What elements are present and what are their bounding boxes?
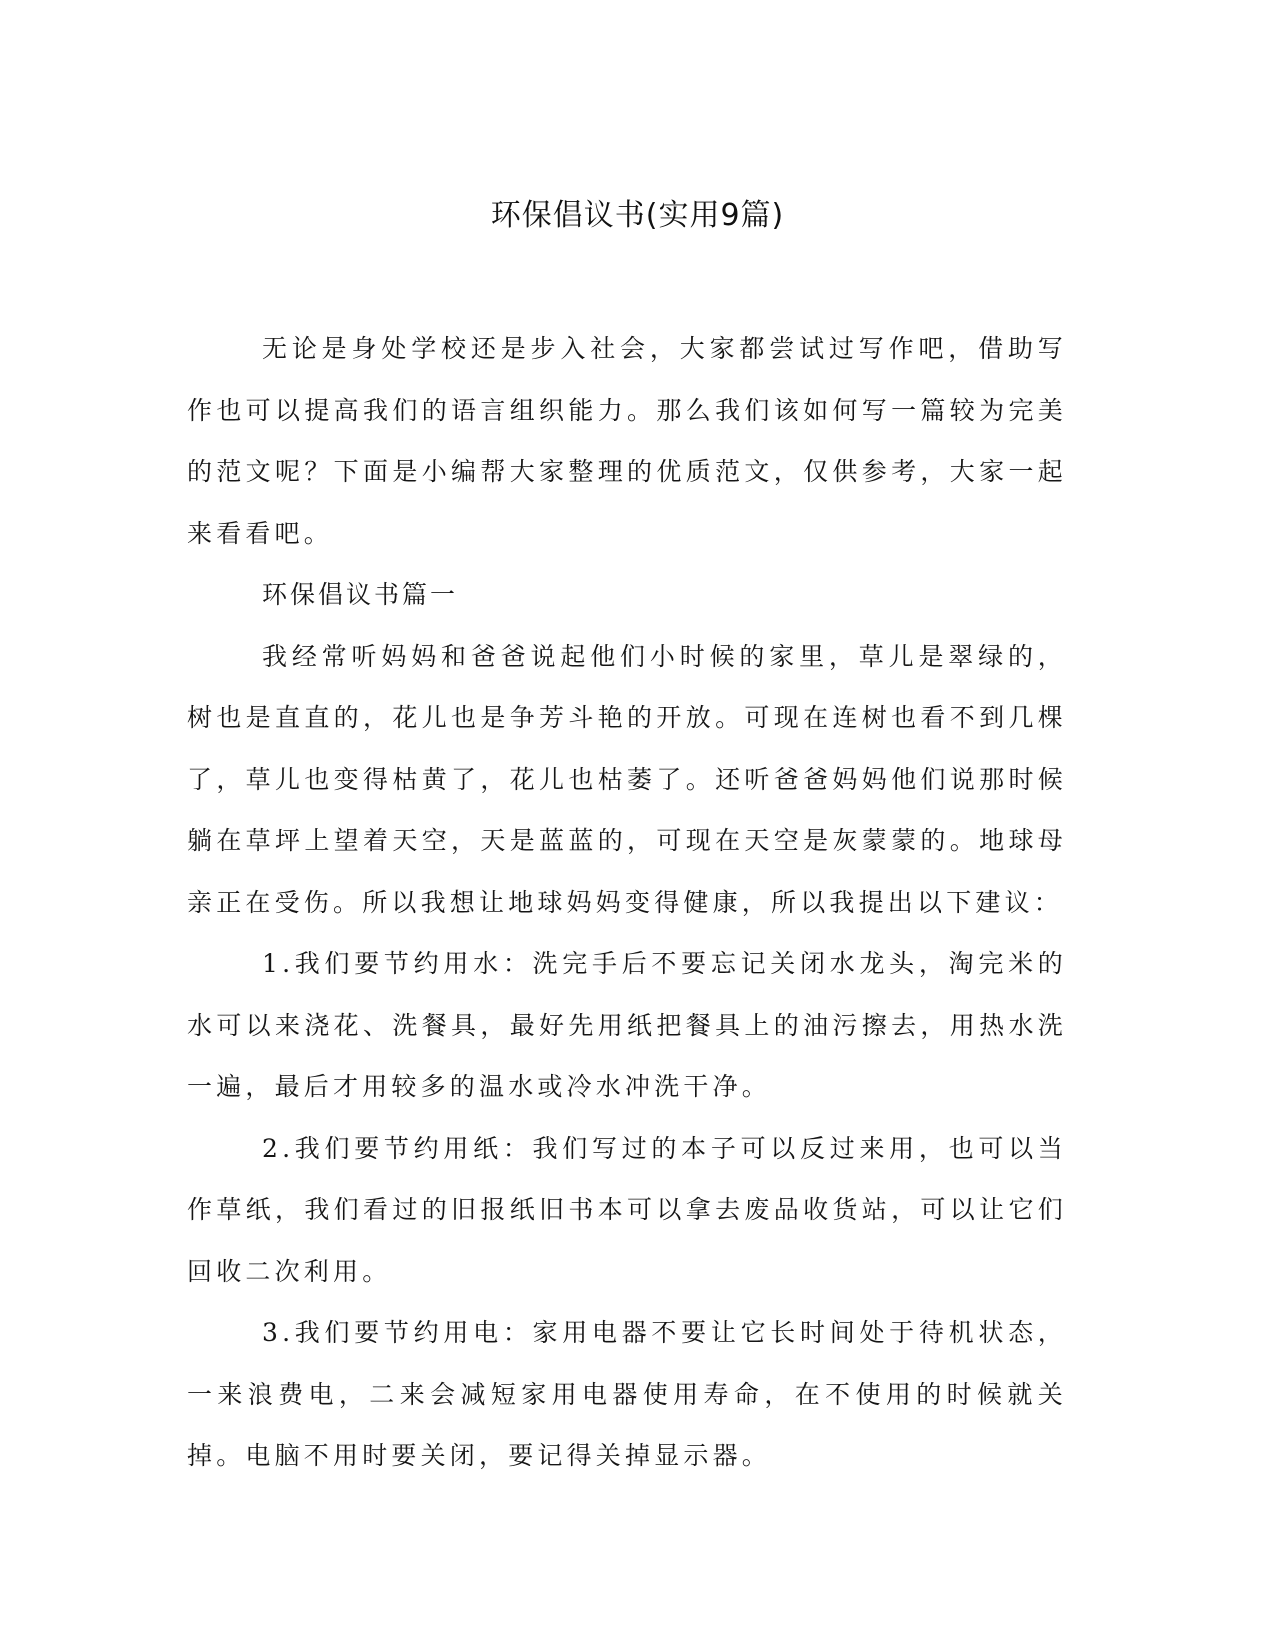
section-heading: 环保倡议书篇一 (262, 580, 459, 609)
body-paragraph: 我经常听妈妈和爸爸说起他们小时候的家里，草儿是翠绿的，树也是直直的，花儿也是争芳斗艳的开放。可现在连树也看不到几棵了，草儿也变得枯黄了，花儿也枯萎了。还听爸爸妈妈他们说那时候躺在草坪上望着天空，天是蓝蓝的，可现在天空是灰蒙蒙的。地球母亲正在受伤。所以我想让地球妈妈变得健康，所以我提出以下建议： (187, 641, 1067, 917)
suggestion-electricity: 3.我们要节约用电：家用电器不要让它长时间处于待机状态，一来浪费电，二来会减短家用电器使用寿命，在不使用的时候就关掉。电脑不用时要关闭，要记得关掉显示器。 (187, 1318, 1067, 1470)
document-body (187, 318, 1067, 1487)
suggestion-water: 1.我们要节约用水：洗完手后不要忘记关闭水龙头，淘完米的水可以来浇花、洗餐具，最好先用纸把餐具上的油污擦去，用热水洗一遍，最后才用较多的温水或冷水冲洗干净。 (187, 949, 1067, 1101)
intro-paragraph: 无论是身处学校还是步入社会，大家都尝试过写作吧，借助写作也可以提高我们的语言组织能力。那么我们该如何写一篇较为完美的范文呢？下面是小编帮大家整理的优质范文，仅供参考，大家一起来看看吧。 (187, 334, 1067, 548)
suggestion-paper: 2.我们要节约用纸：我们写过的本子可以反过来用，也可以当作草纸，我们看过的旧报纸旧书本可以拿去废品收货站，可以让它们回收二次利用。 (187, 1133, 1067, 1286)
document-title: 环保倡议书(实用9篇) (490, 198, 785, 233)
